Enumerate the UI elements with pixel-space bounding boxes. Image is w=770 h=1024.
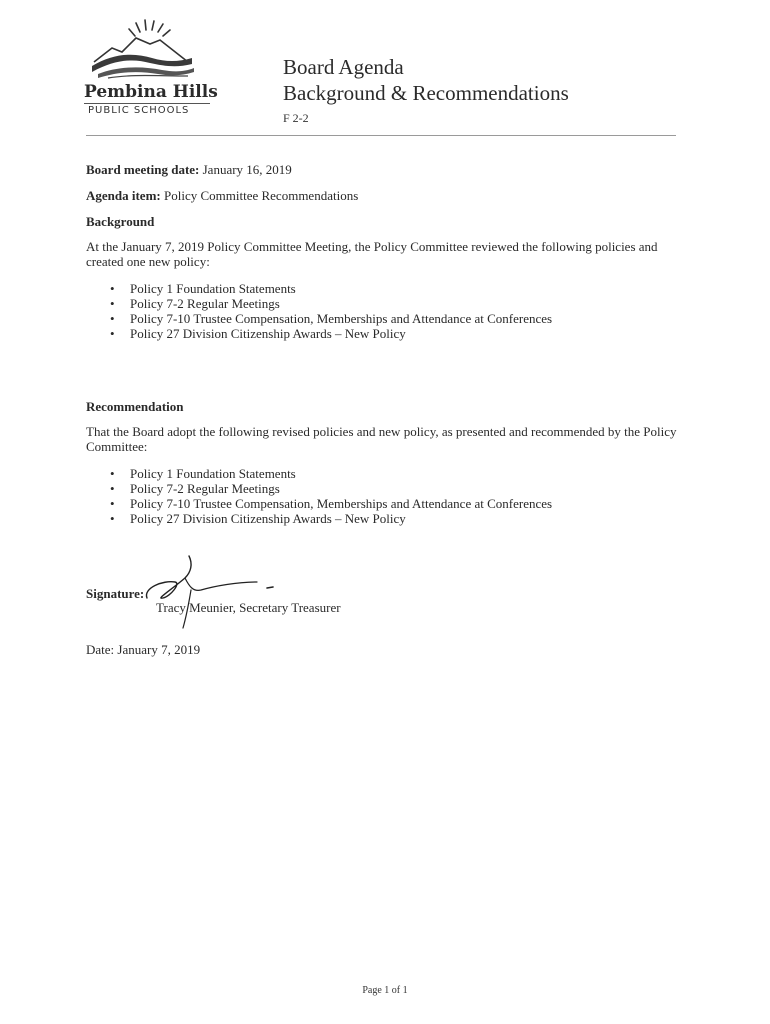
list-item: • Policy 1 Foundation Statements (130, 466, 696, 481)
document-title: Board Agenda (283, 55, 404, 79)
recommendation-paragraph: That the Board adopt the following revised policies and new policy, as presented and recommended by the Policy Committee: (86, 424, 677, 454)
page-number: Page 1 of 1 (362, 985, 408, 996)
meeting-date-value: January 16, 2019 (202, 162, 292, 177)
background-heading: Background (86, 214, 155, 229)
signature-label: Signature: (86, 586, 145, 601)
list-item: • Policy 7-10 Trustee Compensation, Memberships and Attendance at Conferences (130, 496, 696, 511)
recommendation-policy-list (86, 466, 696, 526)
list-item: • Policy 7-2 Regular Meetings (130, 481, 696, 496)
date-value: January 7, 2019 (117, 642, 201, 657)
signature-block (86, 582, 486, 642)
mountain-sun-logo-icon (88, 18, 198, 80)
date-label: Date: (86, 642, 115, 657)
background-policy-list (86, 281, 696, 341)
list-item: • Policy 7-2 Regular Meetings (130, 296, 696, 311)
list-item: • Policy 1 Foundation Statements (130, 281, 696, 296)
list-item: • Policy 27 Division Citizenship Awards – New Policy (130, 326, 696, 341)
agenda-item-value: Policy Committee Recommendations (164, 188, 359, 203)
document-subtitle: Background & Recommendations (283, 81, 569, 105)
meeting-date-label: Board meeting date: (86, 162, 200, 177)
header-divider (86, 135, 676, 136)
list-item: • Policy 27 Division Citizenship Awards – New Policy (130, 511, 696, 526)
document-body (86, 162, 696, 526)
document-code: F 2-2 (283, 111, 309, 125)
list-item: • Policy 7-10 Trustee Compensation, Memberships and Attendance at Conferences (130, 311, 696, 326)
signature-date-row (86, 642, 200, 658)
document-header (283, 54, 569, 126)
signatory-name: Tracy Meunier, Secretary Treasurer (156, 600, 341, 615)
agenda-item-row (86, 188, 696, 203)
agenda-item-label: Agenda item: (86, 188, 161, 203)
handwritten-signature (141, 552, 311, 632)
background-paragraph: At the January 7, 2019 Policy Committee Meeting, the Policy Committee reviewed the following policies and created one new policy: (86, 239, 658, 269)
logo-name: Pembina Hills (84, 82, 218, 102)
meeting-date-row (86, 162, 696, 177)
recommendation-heading: Recommendation (86, 399, 184, 414)
school-logo (84, 18, 216, 118)
logo-subtitle: PUBLIC SCHOOLS (88, 105, 190, 116)
